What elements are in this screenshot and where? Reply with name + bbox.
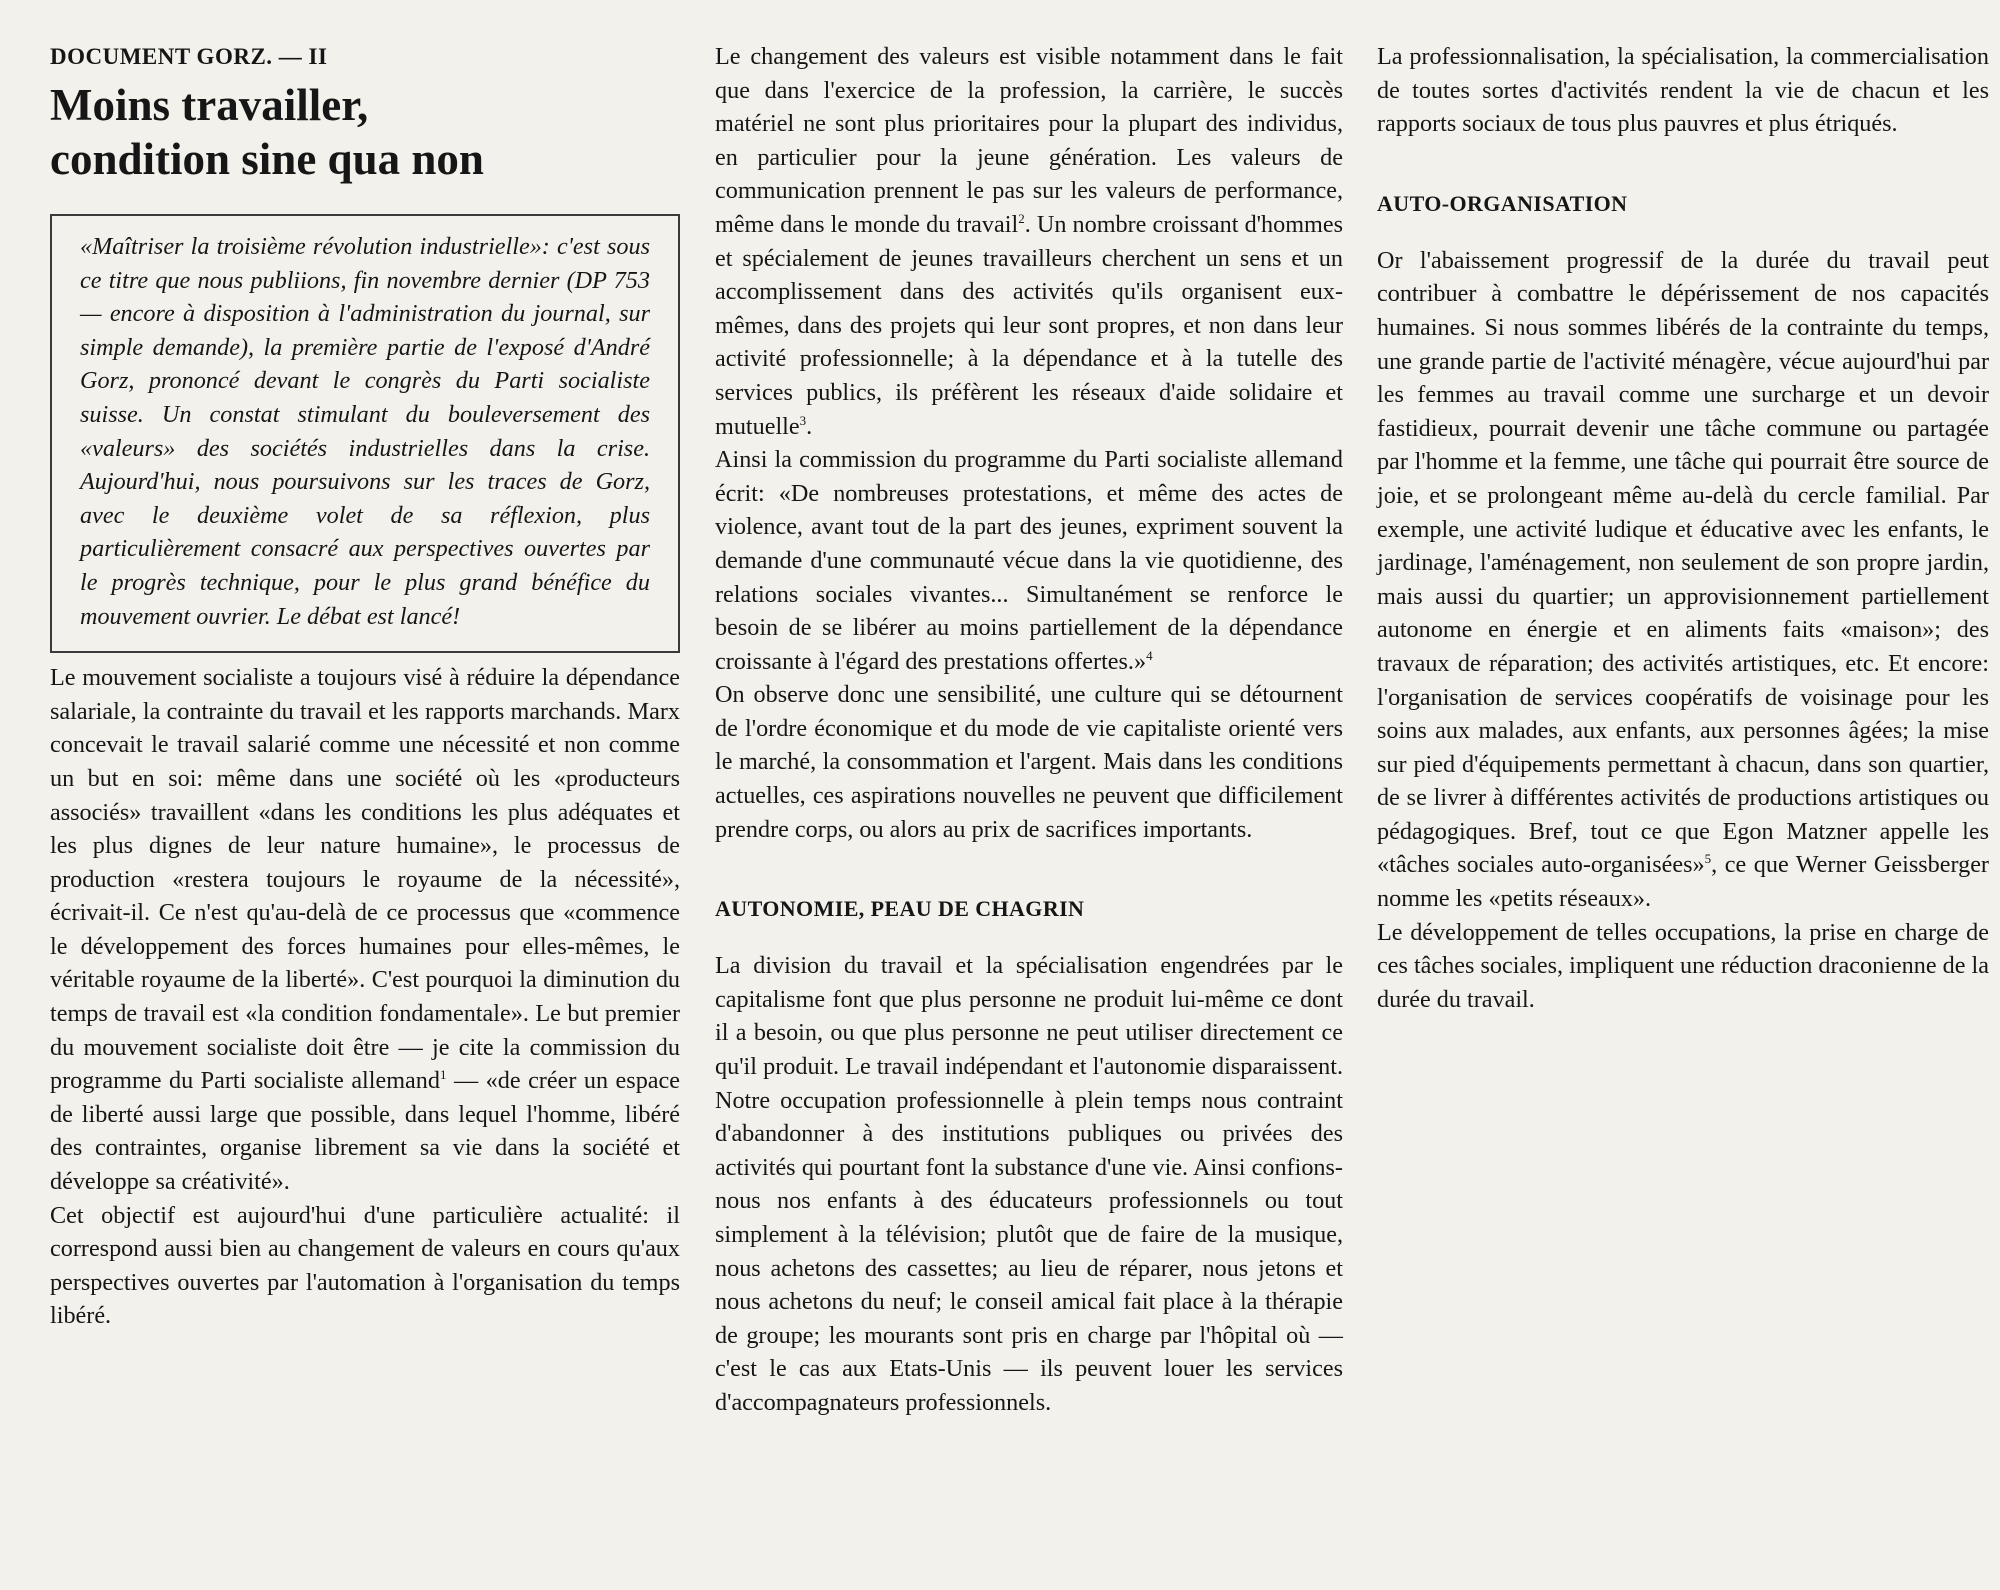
paragraph-8-cont: , ce que Werner Geissberger nomme les «petits réseaux». xyxy=(1377,851,1989,913)
paragraph-9: Le développement de telles occupations, la prise en charge de ces tâches sociales, impliquent une réduction draconienne de la durée du travail. xyxy=(1377,918,1989,1013)
paragraph-6: La division du travail et la spécialisation engendrées par le capitalisme font que plus personne ne produit lui-même ce dont il a besoin, ou que plus personne ne peut utiliser directement ce qu'il produit. Le travail indépendant et l'autonomie disparaissent. Notre occupation professionnelle à plein temps nous contraint d'abandonner à des institutions publiques ou privées des activités qui pourtant font la substance d'une vie. Ainsi confions-nous nos enfants à des éducateurs professionnels ou tout simplement à la télévision; plutôt que de faire de la musique, nous achetons des cassettes; au lieu de réparer, nous jetons et nous achetons du neuf; le conseil amical fait place à la thérapie de groupe; les mourants sont pris en charge par l'hôpital où — c'est le cas aux Etats-Unis — ils peuvent louer les services d'accompagnateurs professionnels. xyxy=(715,952,1343,1416)
paragraph-3-text: Le changement des valeurs est visible notamment dans le fait que dans l'exercice de la profession, la carrière, le succès matériel ne sont plus prioritaires pour la plupart des individus, en particulier pour la jeune génération. Les valeurs de communication prennent le pas sur les valeurs de performance, même dans le monde du travail xyxy=(715,43,1343,238)
article-title xyxy=(50,78,680,186)
paragraph-5: On observe donc une sensibilité, une culture qui se détournent de l'ordre économique et du mode de vie capitaliste orienté vers le marché, la consommation et l'argent. Mais dans les conditions actuelles, ces aspirations nouvelles ne peuvent que difficilement prendre corps, ou alors au prix de sacrifices importants. xyxy=(715,681,1343,843)
paragraph-4 xyxy=(715,443,1343,678)
paragraph-1-cont: — «de créer un espace de liberté aussi large que possible, dans lequel l'homme, libéré des contraintes, organise librement sa vie dans la société et développe sa créativité». xyxy=(50,1067,680,1196)
kicker: DOCUMENT GORZ. — II xyxy=(50,44,328,69)
footnote-1: 1 xyxy=(439,1067,447,1083)
paragraph-3 xyxy=(715,40,1343,443)
title-line-2: condition sine qua non xyxy=(50,134,484,184)
footnote-5: 5 xyxy=(1704,851,1712,867)
paragraph-3-end: . xyxy=(806,412,813,440)
body-column-2 xyxy=(715,40,1343,1420)
body-column-3 xyxy=(1377,40,1989,1016)
footnote-3: 3 xyxy=(799,412,807,428)
paragraph-2: Cet objectif est aujourd'hui d'une particulière actualité: il correspond aussi bien au changement de valeurs en cours qu'aux perspectives ouvertes par l'automation à l'organisation du temps libéré. xyxy=(50,1201,680,1330)
paragraph-3-cont: . Un nombre croissant d'hommes et spécialement de jeunes travailleurs cherchent un sens et un accomplissement dans des activités qu'ils organisent eux-mêmes, dans des projets qui leur sont propres, et non dans leur activité professionnelle; à la dépendance et à la tutelle des services publics, ils préfèrent les réseaux d'aide solidaire et mutuelle xyxy=(715,210,1343,440)
paragraph-8-text: Or l'abaissement progressif de la durée du travail peut contribuer à combattre le dépérissement de nos capacités humaines. Si nous sommes libérés de la contrainte du temps, une grande partie de l'activité ménagère, vécue aujourd'hui par les femmes au travail comme une surcharge et un devoir fastidieux, pourrait devenir une tâche commune ou partagée par l'homme et la femme, une tâche qui pourrait être source de joie, et se prolongeant même au-delà du cercle familial. Par exemple, une activité ludique et éducative avec les enfants, le jardinage, l'aménagement, non seulement de son propre jardin, mais aussi du quartier; un approvisionnement partiellement autonome en énergie et en aliments faits «maison»; des travaux de réparation; des activités artistiques, etc. Et encore: l'organisation de services coopératifs de voisinage pour les soins aux malades, aux enfants, aux personnes âgées; la mise sur pied d'équipements permettant à chacun, dans son quartier, de se livrer à différentes activités de productions artistiques ou pédagogiques. Bref, tout ce que Egon Matzner appelle les «tâches sociales auto-organisées» xyxy=(1377,246,1989,879)
footnote-4: 4 xyxy=(1146,647,1153,663)
paragraph-4-text: Ainsi la commission du programme du Parti socialiste allemand écrit: «De nombreuses protestations, et même des actes de violence, avant tout de la part des jeunes, expriment souvent la demande d'une communauté vécue dans la vie quotidienne, des relations sociales vivantes... Simultanément se renforce le besoin de se libérer au moins partiellement de la dépendance croissante à l'égard des prestations offertes.» xyxy=(715,446,1343,675)
paragraph-1 xyxy=(50,661,680,1199)
title-line-1: Moins travailler, xyxy=(50,80,369,130)
column-1 xyxy=(50,40,680,1333)
section-heading-autonomie: AUTONOMIE, PEAU DE CHAGRIN xyxy=(715,896,1085,922)
footnote-2: 2 xyxy=(1018,210,1025,226)
intro-box: «Maîtriser la troisième révolution industrielle»: c'est sous ce titre que nous publiions, fin novembre dernier (DP 753 — encore à disposition à l'administration du journal, sur simple demande), la première partie de l'exposé d'André Gorz, prononcé devant le congrès du Parti socialiste suisse. Un constat stimulant du bouleversement des «valeurs» des sociétés industrielles dans la crise. Aujourd'hui, nous poursuivons sur les traces de Gorz, avec le deuxième volet de sa réflexion, plus particulièrement consacré aux perspectives ouvertes par le progrès technique, pour le plus grand bénéfice du mouvement ouvrier. Le débat est lancé! xyxy=(50,214,680,653)
paragraph-8 xyxy=(1377,244,1989,916)
column-3 xyxy=(1377,40,1989,1016)
paragraph-7: La professionnalisation, la spécialisation, la commercialisation de toutes sortes d'activités rendent la vie de chacun et les rapports sociaux de tous plus pauvres et plus étriqués. xyxy=(1377,43,1989,138)
column-2 xyxy=(715,40,1343,1420)
paragraph-1-text: Le mouvement socialiste a toujours visé à réduire la dépendance salariale, la contrainte du travail et les rapports marchands. Marx concevait le travail salarié comme une nécessité et non comme un but en soi: même dans une société où les «producteurs associés» travaillent «dans les conditions les plus adéquates et les plus dignes de leur nature humaine», le processus de production «restera toujours le royaume de la nécessité», écrivait-il. Ce n'est qu'au-delà de ce processus que «commence le développement des forces humaines pour elles-mêmes, le véritable royaume de la liberté». C'est pourquoi la diminution du temps de travail est «la condition fondamentale». Le but premier du mouvement socialiste doit être — je cite la commission du programme du Parti socialiste allemand xyxy=(50,664,680,1095)
section-heading-auto-organisation: AUTO-ORGANISATION xyxy=(1377,190,1628,216)
body-column-1 xyxy=(50,661,680,1333)
